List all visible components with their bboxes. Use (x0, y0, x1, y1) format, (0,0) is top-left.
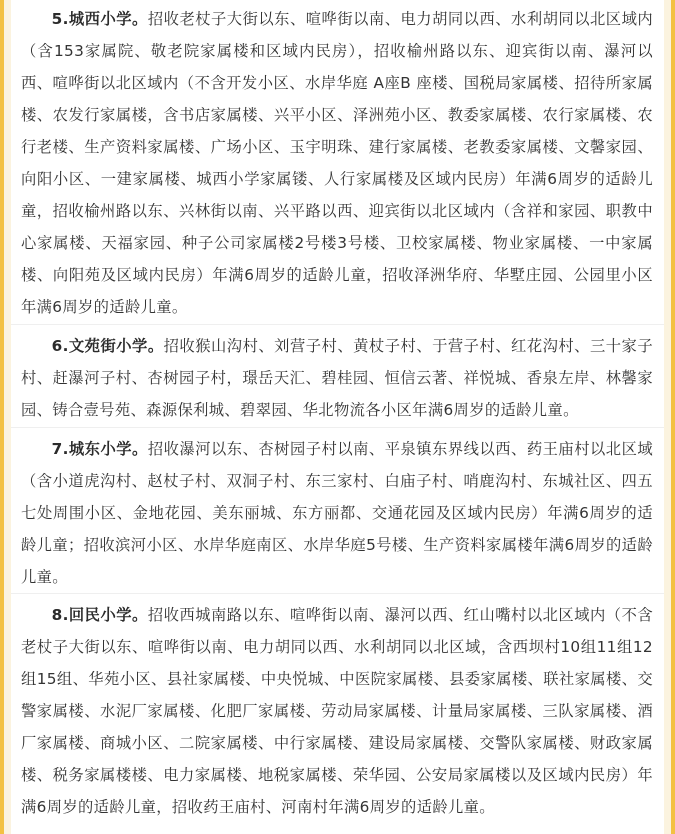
section-title: 7.城东小学。 (51, 440, 148, 458)
section-chengxi-primary (21, 3, 653, 323)
section-wenyuanjie-primary (21, 330, 653, 426)
section-divider (11, 427, 664, 428)
section-title: 8.回民小学。 (51, 606, 148, 624)
section-chengdong-primary (21, 433, 653, 593)
section-title: 6.文苑街小学。 (51, 337, 164, 355)
article-card (11, 0, 664, 834)
section-divider (11, 593, 664, 594)
section-body: 招收老杖子大街以东、喧哗街以南、电力胡同以西、水利胡同以北区域内（含153家属院、敬老院家属楼和区域内民房），招收榆州路以东、迎宾街以南、瀑河以西、喧哗街以北区域内（不含开发小区、水岸华庭 A座B 座楼、国税局家属楼、招待所家属楼、农发行家属楼，含书店家属楼、兴平小区、泽洲苑小区、教委家属楼、农行家属楼、农行老楼、生产资料家属楼、广场小区、玉宇明珠、建行家属楼、老教委家属楼、文馨家园、向阳小区、一建家属楼、城西小学家属镂、人行家属楼及区域内民房）年满6周岁的适龄儿童，招收榆州路以东、兴林街以南、兴平路以西、迎宾街以北区域内（含祥和家园、职教中心家属楼、天福家园、种子公司家属楼2号楼3号楼、卫校家属楼、物业家属楼、一中家属楼、向阳苑及区域内民房）年满6周岁的适龄儿童，招收泽洲华府、华墅庄园、公园里小区年满6周岁的适龄儿童。 (21, 10, 654, 316)
section-body: 招收西城南路以东、喧哗街以南、瀑河以西、红山嘴村以北区域内（不含老杖子大街以东、喧哗街以南、电力胡同以西、水利胡同以北区域，含西坝村10组11组12组15组、华苑小区、县社家属楼、中央悦城、中医院家属楼、县委家属楼、联社家属楼、交警家属楼、水泥厂家属楼、化肥厂家属楼、劳动局家属楼、计量局家属楼、三队家属楼、酒厂家属楼、商城小区、二院家属楼、中行家属楼、建设局家属楼、交警队家属楼、财政家属楼、税务家属楼楼、电力家属楼、地税家属楼、荣华园、公安局家属楼以及区域内民房）年满6周岁的适龄儿童，招收药王庙村、河南村年满6周岁的适龄儿童。 (21, 606, 654, 816)
section-huimin-primary (21, 599, 653, 823)
section-title: 5.城西小学。 (51, 10, 148, 28)
section-divider (11, 324, 664, 325)
section-body: 招收猴山沟村、刘营子村、黄杖子村、于营子村、红花沟村、三十家子村、赶瀑河子村、杏树园子村，璟岳天汇、碧桂园、恒信云著、祥悦城、香泉左岸、林馨家园、铸合壹号苑、森源保利城、碧翠园、华北物流各小区年满6周岁的适龄儿童。 (21, 337, 653, 419)
section-body: 招收瀑河以东、杏树园子村以南、平泉镇东界线以西、药王庙村以北区域（含小道虎沟村、赵杖子村、双洞子村、东三家村、白庙子村、哨鹿沟村、东城社区、四五七处周围小区、金地花园、美东丽城、东方丽都、交通花园及区域内民房）年满6周岁的适龄儿童；招收滨河小区、水岸华庭南区、水岸华庭5号楼、生产资料家属楼年满6周岁的适龄儿童。 (21, 440, 654, 586)
